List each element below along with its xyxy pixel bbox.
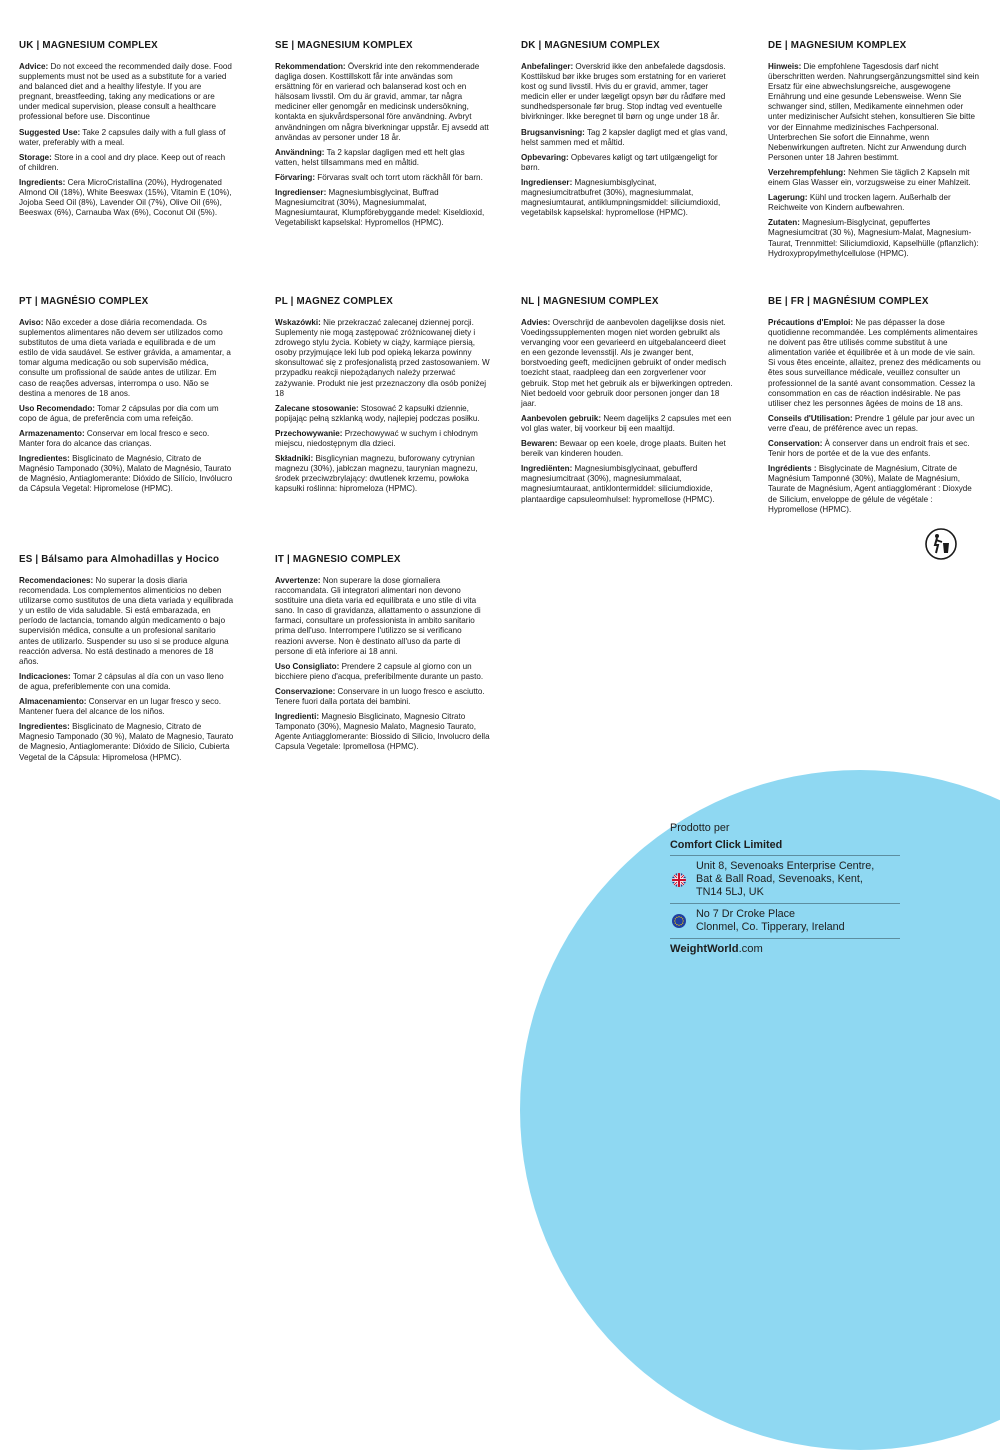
panel-section [19,722,234,762]
section-text: Do not exceed the recommended daily dose. Food supplements must not be used as a substitute for a varied and balanced diet and a healthy lifestyle. If you are pregnant, breastfeeding, taking any medications or are under medical supervision, please consult a healthcare professional before use. Discontinue [19,62,232,122]
section-text: Przechowywać w suchym i chłodnym miejscu, niedostępnym dla dzieci. [275,428,478,449]
section-label: Ingrédients : [768,464,817,474]
panel-section [521,464,736,504]
panel-pt [19,296,234,500]
section-label: Ingredienti: [275,712,320,722]
section-label: Avvertenze: [275,576,321,585]
panel-section [768,168,983,188]
panel-section [19,454,234,494]
section-label: Conseils d'Utilisation: [768,413,853,423]
panel-section [275,429,490,449]
panel-section [275,62,490,143]
panel-section [19,404,234,424]
section-text: Conservar en un lugar fresco y seco. Mantener fuera del alcance de los niños. [19,697,221,717]
section-label: Förvaring: [275,172,316,182]
section-text: Non superare la dose giornaliera raccomandata. Gli integratori alimentari non devono sostituire una dieta varia ed equilibrata e uno stile di vita sano. In caso di gravidanza, allattamento o assunzione di farmaci, consultare un professionista in ambito sanitario prima dell'uso. Interrompere l'utilizzo se si verificano reazioni avverse. Non è destinato all'uso da parte di persone di età inferiore ai 18 anni. [275,576,481,656]
section-text: Bewaar op een koele, droge plaats. Buiten het bereik van kinderen houden. [521,439,726,459]
section-label: Verzehrempfehlung: [768,167,846,177]
section-text: Bisglicinato de Magnésio, Citrato de Magnésio Tamponado (30%), Malato de Magnésio, Taurato de Magnésio, Antiaglomerante: Dióxido de Silício, Invólucro da Cápsula Vegetal: Hipromelose (HPMC). [19,454,233,494]
section-text: Store in a cool and dry place. Keep out of reach of children. [19,152,226,172]
website-suffix: .com [738,943,763,955]
section-text: Prendre 1 gélule par jour avec un verre d'eau, de préférence avec un repas. [768,413,975,433]
section-label: Advies: [521,318,551,327]
section-label: Ingredienser: [521,177,573,187]
section-label: Ingredienser: [275,188,327,198]
panel-pl [275,296,490,500]
panel-section [19,429,234,449]
section-label: Recomendaciones: [19,576,94,585]
panel-heading: ES | Bálsamo para Almohadillas y Hocico [19,554,220,565]
panel-nl [521,296,736,510]
section-text: Não exceder a dose diária recomendada. Os suplementos alimentares não devem ser utilizados como substitutos de uma dieta variada e equilibrada e de um estilo de vida saudável. Se estiver grávida, a amamentar, a tomar alguma medicação ou sob supervisão médica, consulte um profissional de saúde antes de utilizar. Em caso de reações adversas, interrompa o uso. Não se destina a menores de 18 anos. [19,318,231,398]
company-name: Comfort Click Limited [670,839,900,856]
panel-section [521,318,736,409]
section-text: No superar la dosis diaria recomendada. Los complementos alimenticios no deben utilizarse como sustitutos de una dieta variada y equilibrada y un estilo de vida saludable. Si está embarazada, en período de lactancia, tomando algún medicamento o bajo supervisión médica, consulte a un profesional sanitario antes de utilizarlo. Suspender su uso si se produce alguna reacción adversa. No está destinado a menores de 18 años. [19,576,234,666]
panel-heading: PT | MAGNÉSIO COMPLEX [19,296,149,307]
address-line: No 7 Dr Croke Place [696,908,796,920]
section-text: Prendere 2 capsule al giorno con un bicchiere pieno d'acqua, preferibilmente durante un pasto. [275,661,484,681]
eu-flag-icon [670,914,688,928]
panel-section [275,712,490,752]
section-text: Nehmen Sie täglich 2 Kapseln mit einem Glas Wasser ein, vorzugsweise zu einer Mahlzeit. [768,167,971,188]
section-text: À conserver dans un endroit frais et sec. Tenir hors de portée et de la vue des enfants. [768,439,970,459]
panel-section [19,318,234,399]
uk-flag-icon [670,873,688,887]
panel-section [521,414,736,434]
section-label: Przechowywanie: [275,428,343,438]
panel-section [521,153,736,173]
panel-de [768,40,983,264]
section-text: Die empfohlene Tagesdosis darf nicht überschritten werden. Nahrungsergänzungsmittel sind kein Ersatz für eine abwechslungsreiche, ausgewogene Ernährung und eine gesunde Lebensweise. Wenn Sie schwanger sind, stillen, Medikamente einnehmen oder unter medizinischer Aufsicht stehen, konsultieren Sie bitte vor der Einnahme medizinisches Fachpersonal. Unterbrechen Sie sofort die Einnahme, wenn Nebenwirkungen auftreten. Nicht zur Anwendung durch Personen unter 18 Jahren bestimmt. [768,62,980,162]
section-label: Hinweis: [768,62,802,71]
panel-section [521,128,736,148]
section-text: Opbevares køligt og tørt utilgængeligt for børn. [521,152,718,172]
address-line: TN14 5LJ, UK [696,886,764,898]
section-label: Anbefalinger: [521,62,574,71]
address-eu [670,904,900,939]
section-label: Aanbevolen gebruik: [521,413,602,423]
section-label: Bewaren: [521,439,558,449]
website [670,939,900,956]
section-text: Ta 2 kapslar dagligen med ett helt glas vatten, helst tillsammans med en måltid. [275,147,465,167]
section-text: Take 2 capsules daily with a full glass of water, preferably with a meal. [19,127,226,147]
panel-section [275,576,490,657]
section-text: Tomar 2 cápsulas al día con un vaso lleno de agua, preferiblemente con una comida. [19,671,224,691]
section-text: Tomar 2 cápsulas por dia com um copo de água, de preferência com uma refeição. [19,403,219,423]
panel-heading: IT | MAGNESIO COMPLEX [275,554,401,565]
section-text: Magnesiumbisglycinat, magnesiumcitratbufret (30%), magnesiummalat, magnesiumtaurat, antiklumpningsmiddel: siliciumdioxid, vegetabilsk kapselskal: hypromellose (HPMC). [521,177,721,218]
section-text: Conservar em local fresco e seco. Manter fora do alcance das crianças. [19,428,210,449]
panel-section [521,178,736,218]
section-label: Conservazione: [275,686,336,696]
panel-dk [521,40,736,223]
section-label: Ingredientes: [19,454,70,464]
section-text: Stosować 2 kapsułki dziennie, popijając pełną szklanką wody, najlepiej podczas posiłku. [275,403,480,423]
section-text: Neem dagelijks 2 capsules met een vol glas water, bij voorkeur bij een maaltijd. [521,413,732,433]
section-text: Kühl und trocken lagern. Außerhalb der Reichweite von Kindern aufbewahren. [768,193,951,213]
section-label: Opbevaring: [521,152,569,162]
panel-section [275,662,490,682]
section-label: Składniki: [275,454,314,464]
panel-section [19,576,234,667]
panel-section [19,128,234,148]
panel-section [19,153,234,173]
panel-section [275,148,490,168]
panel-section [19,672,234,692]
section-text: Överskrid inte den rekommenderade dagliga dosen. Kosttillskott får inte användas som ersättning för en varierad och balanserad kost och en hälsosam livsstil. Om du är gravid, ammar, tar några mediciner eller genomgår en medicinsk undersökning, kontakta en sjukvårdspersonal före användning. Avbryt användningen om några biverkningar uppstår. Ej avsedd att användas av personer under 18 år. [275,62,489,142]
section-label: Advice: [19,62,49,71]
panel-section [521,439,736,459]
section-label: Conservation: [768,439,823,449]
panel-section [768,414,983,434]
section-label: Ingredientes: [19,722,70,732]
section-text: Bisglicynian magnezu, buforowany cytrynian magnezu (30%), jabłczan magnezu, taurynian magnezu, środek przeciwzbrylający: dwutlenek krzemu, powłoka kapsułki roślinna: hipromeloza (HPMC). [275,454,478,494]
panel-section [768,439,983,459]
section-label: Uso Consigliato: [275,661,340,671]
panel-be-fr [768,296,983,520]
section-label: Brugsanvisning: [521,127,585,137]
section-text: Magnesiumbisglycinat, Buffrad Magnesiumcitrat (30%), Magnesiummalat, Magnesiumtaurat, Klumpförebyggande medel: Kiseldioxid, Vegetabiliskt kapselskal: Hypromellos (HPMC). [275,188,485,228]
address-uk-lines [696,860,874,899]
section-label: Armazenamento: [19,428,85,438]
section-label: Suggested Use: [19,127,81,137]
panel-section [768,464,983,514]
panel-heading: DK | MAGNESIUM COMPLEX [521,40,660,51]
section-label: Wskazówki: [275,318,321,327]
section-text: Overschrijd de aanbevolen dagelijkse dosis niet. Voedingssupplementen mogen niet worden gebruikt als vervanging voor een gevarieerd en uitgebalanceerd dieet en een gezonde levensstijl. Als je zwanger bent, borstvoeding geeft, medicijnen gebruikt of onder medisch toezicht staat, raadpleeg dan een zorgverlener voor gebruik. Stop met het gebruik als er bijwerkingen optreden. Niet bedoeld voor gebruik door personen jonger dan 18 jaar. [521,318,733,408]
produced-by-label: Prodotto per [670,822,730,834]
address-line: Unit 8, Sevenoaks Enterprise Centre, [696,860,875,872]
section-label: Aviso: [19,318,44,327]
panel-heading: PL | MAGNEZ COMPLEX [275,296,393,307]
panel-heading: UK | MAGNESIUM COMPLEX [19,40,158,51]
panel-section [768,193,983,213]
website-brand: WeightWorld [670,943,739,955]
section-label: Ingredients: [19,177,66,187]
section-text: Tag 2 kapsler dagligt med et glas vand, helst sammen med et måltid. [521,127,728,147]
panel-section [521,62,736,123]
panel-section [768,218,983,258]
section-text: Bisglicinato de Magnesio, Citrato de Magnesio Tamponado (30 %), Malato de Magnesio, Taurato de Magnesio, Antiaglomerante: Dióxido de Silicio, Cubierta Vegetal de la Cápsula: Hipromelosa (HPMC). [19,722,234,762]
panel-it [275,554,490,758]
section-text: Förvaras svalt och torrt utom räckhåll för barn. [317,172,483,182]
manufacturer-block [670,822,900,956]
section-text: Nie przekraczać zalecanej dziennej porcji. Suplementy nie mogą zastępować zróżnicowanej diety i zdrowego stylu życia. Kobiety w ciąży, karmiące piersią, osoby przyjmujące leki lub pod opieką lekarza powinny skonsultować się z profesjonalistą przed zastosowaniem. W przypadku reakcji niepożądanych należy przerwać zażywanie. Produkt nie jest przeznaczony dla osób poniżej 18 [275,318,490,398]
panel-heading: SE | MAGNESIUM KOMPLEX [275,40,413,51]
section-text: Ne pas dépasser la dose quotidienne recommandée. Les compléments alimentaires ne doivent pas être utilisés comme substitut à une alimentation variée et équilibrée et à un mode de vie sain. Si vous êtes enceinte, allaitez, prenez des médicaments ou êtes sous surveillance médicale, veuillez consulter un professionnel de la santé avant consommation. Cessez la consommation en cas de réaction indésirable. Ne pas utiliser chez les personnes âgées de moins de 18 ans. [768,318,981,408]
panel-uk [19,40,234,223]
panel-heading: NL | MAGNESIUM COMPLEX [521,296,659,307]
panel-section [275,687,490,707]
section-label: Rekommendation: [275,62,346,71]
tidyman-disposal-icon [925,528,957,560]
section-label: Ingrediënten: [521,464,573,474]
address-line: Bat & Ball Road, Sevenoaks, Kent, [696,873,863,885]
address-line: Clonmel, Co. Tipperary, Ireland [696,921,845,933]
panel-section [19,697,234,717]
panel-section [19,178,234,218]
section-label: Zutaten: [768,218,800,228]
section-label: Lagerung: [768,193,808,203]
panel-heading: BE | FR | MAGNÉSIUM COMPLEX [768,296,929,307]
panel-section [275,404,490,424]
panel-section [275,318,490,399]
section-label: Zalecane stosowanie: [275,403,359,413]
section-text: Conservare in un luogo fresco e asciutto. Tenere fuori dalla portata dei bambini. [275,686,485,707]
panel-section [768,62,983,163]
panel-section [768,318,983,409]
section-label: Indicaciones: [19,671,71,681]
section-label: Storage: [19,152,52,162]
section-text: Magnesio Bisglicinato, Magnesio Citrato Tamponato (30%), Magnesio Malato, Magnesio Taurato, Agente Antiagglomerante: Biossido di Silicio, Involucro della Capsula Vegetale: Ipromellosa (HPMC). [275,712,490,752]
panel-es [19,554,234,768]
panel-section [275,454,490,494]
section-text: Overskrid ikke den anbefalede dagsdosis. Kosttilskud bør ikke bruges som erstatning for en varieret kost og sund livsstil. Hvis du er gravid, ammer, tager medicin eller er under lægeligt opsyn bør du rådføre med sundhedspersonale før brug. Stop indtag ved eventuelle bivirkninger. Ikke beregnet til børn og unge under 18 år. [521,62,726,122]
panel-section [19,62,234,123]
section-label: Användning: [275,147,325,157]
section-text: Magnesium-Bisglycinat, gepuffertes Magnesiumcitrat (30 %), Magnesium-Malat, Magnesium-Taurat, Trennmittel: Siliciumdioxid, Kapselhülle (pflanzlich): Hydroxypropylmethylcellulose (HPMC). [768,218,979,258]
section-text: Bisglycinate de Magnésium, Citrate de Magnésium Tamponné (30%), Malate de Magnésium, Taurate de Magnésium, Agent antiagglomérant : Dioxyde de Silicium, enveloppe de gélule de végétale : Hypromellose (HPMC). [768,464,972,514]
panel-section [275,173,490,183]
section-label: Précautions d'Emploi: [768,318,854,327]
section-label: Almacenamiento: [19,697,87,707]
section-label: Uso Recomendado: [19,403,96,413]
address-eu-lines [696,908,845,934]
section-text: Magnesiumbisglycinaat, gebufferd magnesiumcitraat (30%), magnesiummalaat, magnesiumtauraat, antiklontermiddel: siliciumdioxide, plantaardige capsuleomhulsel: hypromellose (HPMC). [521,464,715,504]
panel-se [275,40,490,233]
panel-heading: DE | MAGNESIUM KOMPLEX [768,40,907,51]
panel-section [275,188,490,228]
section-text: Cera MicroCristallina (20%), Hydrogenated Almond Oil (18%), White Beeswax (15%), Vitamin E (10%), Jojoba Seed Oil (8%), Lavender Oil (7%), Olive Oil (6%), Beeswax (6%), Carnauba Wax (6%), Coconut Oil (5%). [19,177,232,218]
address-uk [670,856,900,904]
